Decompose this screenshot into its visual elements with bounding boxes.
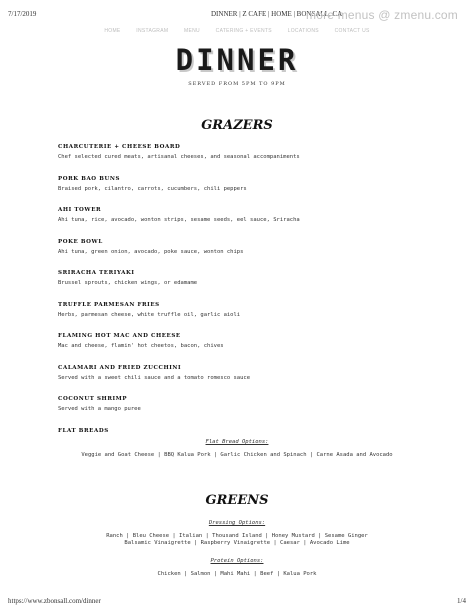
menu-item-name: PORK BAO BUNS — [58, 175, 121, 182]
menu-item-name: SRIRACHA TERIYAKI — [58, 270, 135, 276]
menu-item-name: CHARCUTERIE + CHEESE BOARD — [58, 144, 181, 150]
nav-catering-events[interactable]: CATERING + EVENTS — [215, 28, 272, 34]
grazers-heading: GRAZERS — [201, 118, 273, 133]
print-date: 7/17/2019 — [8, 10, 37, 18]
print-url: https://www.zbonsall.com/dinner — [8, 597, 101, 605]
menu-item-name: COCONUT SHRIMP — [58, 396, 128, 402]
menu-item-name: TRUFFLE PARMESAN FRIES — [58, 301, 160, 308]
dressing-options-line-1: Ranch | Bleu Cheese | Italian | Thousand Island | Honey Mustard | Sesame Ginger — [106, 533, 368, 539]
greens-heading: GREENS — [205, 493, 269, 508]
menu-item — [58, 301, 438, 333]
menu-item-name: POKE BOWL — [58, 238, 103, 245]
flat-bread-options-label: Flat Bread Options: — [205, 439, 269, 445]
menu-item — [58, 175, 438, 207]
menu-item — [58, 332, 438, 364]
served-hours: SERVED FROM 5PM TO 9PM — [188, 81, 286, 87]
nav-home[interactable]: HOME — [104, 28, 121, 34]
protein-options: Chicken | Salmon | Mahi Mahi | Beef | Kalua Pork — [157, 571, 317, 577]
menu-item-name: CALAMARI AND FRIED ZUCCHINI — [58, 364, 182, 371]
grazers-list — [58, 143, 438, 458]
menu-item-name: FLAMING HOT MAC AND CHEESE — [58, 333, 181, 339]
page-title: DINNER — [175, 43, 299, 77]
site-nav — [0, 28, 474, 34]
menu-item-desc: Herbs, parmesan cheese, white truffle oil, garlic aioli — [58, 311, 241, 318]
nav-instagram[interactable]: INSTAGRAM — [136, 28, 169, 34]
menu-item-desc: Ahi tuna, green onion, avocado, poke sauce, wonton chips — [58, 248, 244, 255]
menu-item — [58, 206, 438, 238]
menu-item — [58, 269, 438, 301]
print-page-title: DINNER | Z CAFE | HOME | BONSALL, CA — [211, 10, 343, 18]
menu-item-desc: Served with a mango puree — [58, 406, 141, 412]
nav-contact-us[interactable]: CONTACT US — [334, 28, 370, 34]
menu-item-desc: Ahi tuna, rice, avocado, wonton strips, sesame seeds, eel sauce, Sriracha — [58, 217, 300, 223]
menu-item-desc: Chef selected cured meats, artisanal cheeses, and seasonal accompaniments — [58, 154, 300, 160]
print-page-number: 1/4 — [457, 597, 466, 605]
menu-item-name: AHI TOWER — [58, 207, 102, 213]
dressing-options-label: Dressing Options: — [208, 520, 266, 526]
menu-item — [58, 364, 438, 396]
menu-item-desc: Mac and cheese, flamin' hot cheetos, bacon, chives — [58, 343, 224, 349]
watermark: more menus @ zmenu.com — [306, 8, 458, 22]
menu-item-name: FLAT BREADS — [58, 427, 109, 434]
menu-item — [58, 395, 438, 427]
menu-item — [58, 143, 438, 175]
menu-item-desc: Brussel sprouts, chicken wings, or edamame — [58, 280, 198, 286]
menu-item-desc: Served with a sweet chili sauce and a tomato romesco sauce — [58, 374, 251, 381]
nav-locations[interactable]: LOCATIONS — [287, 28, 319, 34]
menu-item — [58, 238, 438, 270]
nav-menu[interactable]: MENU — [184, 28, 200, 34]
dressing-options-line-2: Balsamic Vinaigrette | Raspberry Vinaigrette | Caesar | Avocado Lime — [124, 540, 350, 546]
flat-bread-options: Veggie and Goat Cheese | BBQ Kalua Pork | Garlic Chicken and Spinach | Carne Asada and Avocado — [81, 452, 393, 458]
menu-item-desc: Braised pork, cilantro, carrots, cucumbers, chili peppers — [58, 185, 247, 192]
protein-options-label: Protein Options: — [210, 558, 264, 564]
